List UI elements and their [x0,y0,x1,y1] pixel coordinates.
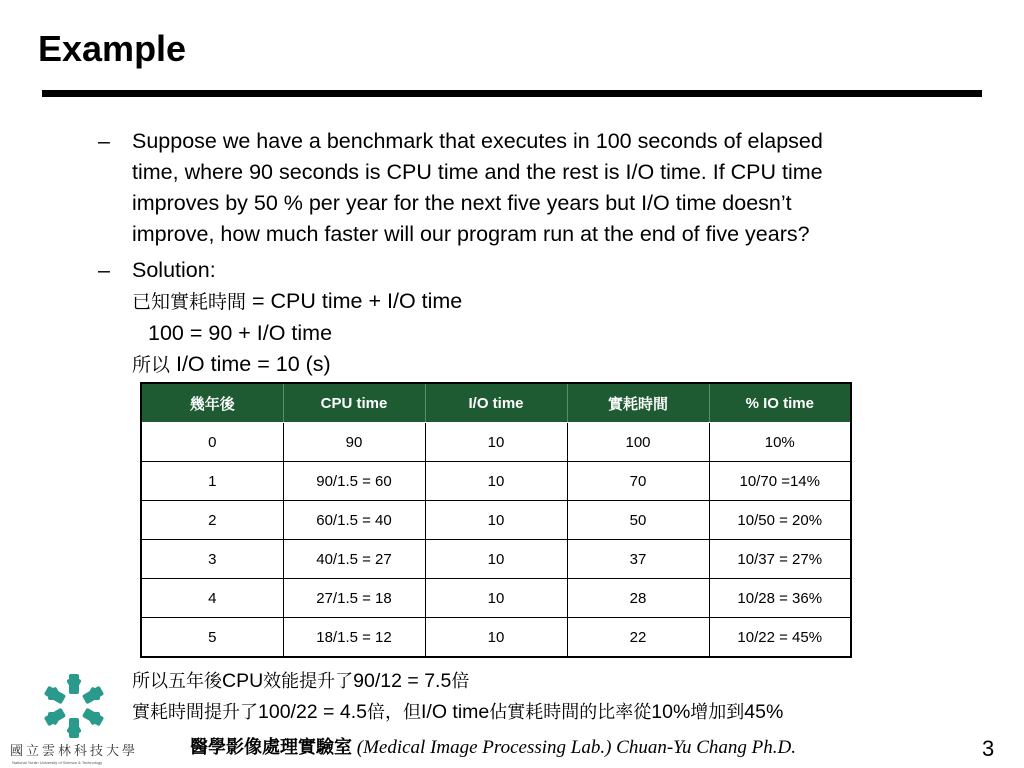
logo-caption-english: National Yunlin University of Science & Technology [12,760,103,765]
bullet-dash: – [98,258,110,282]
table-cell: 10 [425,462,567,501]
slide-content [98,126,978,386]
solution-equation-1 [132,286,978,318]
solution-heading: Solution: [132,258,216,282]
footer-lab-english: (Medical Image Processing Lab.) Chuan-Yu Chang Ph.D. [352,737,797,758]
table-cell: 5 [141,618,283,658]
table-row [141,423,851,462]
bullet-question [98,126,978,250]
conclusion-text: 所以五年後 [132,671,222,692]
bullet-dash: – [98,129,110,153]
header-io-percent: % IO time [709,383,851,423]
table-cell: 10/37 = 27% [709,540,851,579]
table-row [141,501,851,540]
conclusion-text: CPU [222,670,264,692]
conclusion-text: 倍，但 [366,702,421,723]
header-io-time: I/O time [425,383,567,423]
conclusion-text: 實耗時間提升了 [132,702,258,723]
equation-3-cjk: 所以 [132,354,171,376]
solution-equation-3 [132,349,978,381]
table-cell: 40/1.5 = 27 [283,540,425,579]
conclusion-text: 倍 [451,671,470,692]
table-cell: 2 [141,501,283,540]
table-cell: 0 [141,423,283,462]
table-cell: 10 [425,540,567,579]
bullet-solution [98,255,978,381]
table-cell: 10 [425,501,567,540]
conclusion-line-1 [132,666,992,697]
table-cell: 60/1.5 = 40 [283,501,425,540]
header-cpu-time: CPU time [283,383,425,423]
table-cell: 1 [141,462,283,501]
table-cell: 37 [567,540,709,579]
question-line-3: improves by 50 % per year for the next five years but I/O time doesn’t [132,191,792,215]
equation-3-text: I/O time = 10 (s) [170,352,331,376]
table-cell: 70 [567,462,709,501]
equation-1-text: = CPU time + I/O time [246,289,463,313]
solution-equation-2: 100 = 90 + I/O time [148,321,333,345]
table-cell: 10/22 = 45% [709,618,851,658]
table-cell: 27/1.5 = 18 [283,579,425,618]
table-cell: 10/28 = 36% [709,579,851,618]
table-cell: 4 [141,579,283,618]
performance-table [140,382,852,658]
table-cell: 10 [425,579,567,618]
footer-lab-cjk: 醫學影像處理實驗室 [190,737,352,758]
conclusion-text: 100/22 = 4.5 [258,701,367,723]
conclusion-text: 效能提升了 [263,671,354,692]
table-cell: 28 [567,579,709,618]
equation-1-cjk: 已知實耗時間 [132,291,247,313]
table-cell: 90 [283,423,425,462]
table-cell: 10/50 = 20% [709,501,851,540]
table-cell: 18/1.5 = 12 [283,618,425,658]
header-elapsed-time: 實耗時間 [567,383,709,423]
question-line-1: Suppose we have a benchmark that executes in 100 seconds of elapsed [132,129,823,153]
header-years-later: 幾年後 [141,383,283,423]
title-underline [42,90,982,97]
table-row [141,540,851,579]
table-cell: 90/1.5 = 60 [283,462,425,501]
table-header-row [141,383,851,423]
logo-caption: 國立雲林科技大學 [10,744,139,759]
table-cell: 10 [425,618,567,658]
conclusion-text: 90/12 = 7.5 [353,670,452,692]
conclusion [132,666,992,728]
table-cell: 10/70 =14% [709,462,851,501]
question-line-2: time, where 90 seconds is CPU time and the rest is I/O time. If CPU time [132,160,823,184]
conclusion-text: 增加到 [690,702,745,723]
conclusion-text: 10% [651,701,691,723]
conclusion-line-2 [132,697,992,728]
table-row [141,579,851,618]
footer-credit [190,733,796,759]
table-cell: 10% [709,423,851,462]
table-cell: 3 [141,540,283,579]
table-cell: 10 [425,423,567,462]
page-number: 3 [982,736,995,761]
table-row [141,618,851,658]
question-line-4: improve, how much faster will our program run at the end of five years? [132,222,810,246]
table-cell: 100 [567,423,709,462]
table-row [141,462,851,501]
conclusion-text: 佔實耗時間的比率從 [489,702,652,723]
table-cell: 50 [567,501,709,540]
conclusion-text: I/O time [420,701,490,723]
table-cell: 22 [567,618,709,658]
conclusion-text: 45% [744,701,784,723]
slide-title: Example [38,28,187,69]
